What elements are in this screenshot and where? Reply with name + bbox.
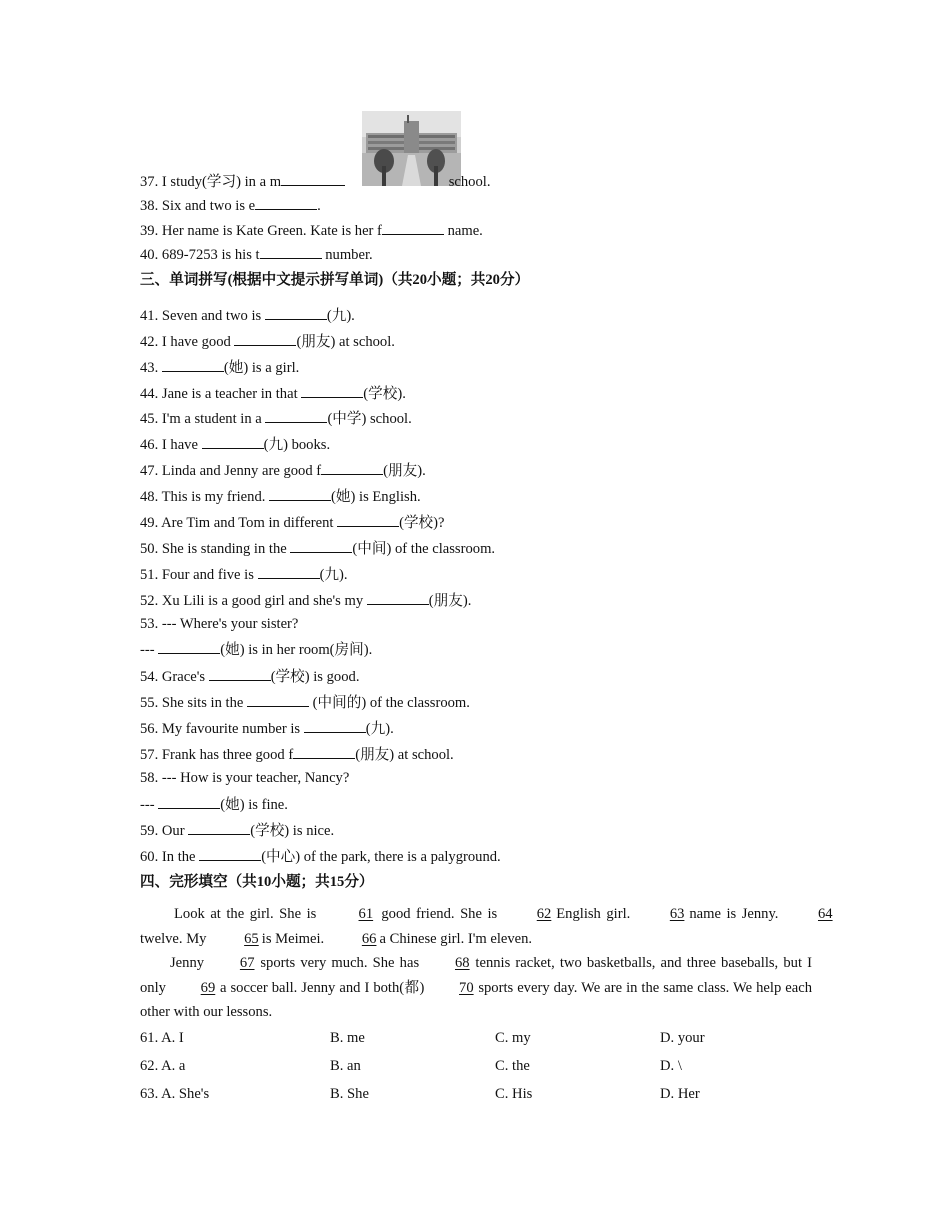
option-61-d[interactable]: D. your (660, 1030, 705, 1046)
section-3-question (140, 564, 348, 584)
option-61-b[interactable]: B. me (330, 1030, 365, 1046)
passage-text: good friend. She is (375, 906, 503, 922)
section-3-question (140, 383, 406, 403)
gap-64[interactable]: 64 (817, 906, 833, 922)
option-62-b[interactable]: B. an (330, 1058, 361, 1074)
question-text-end: (她) is fine. (220, 797, 288, 813)
gap-65[interactable]: 65 (244, 930, 259, 947)
section-3-question (140, 744, 454, 764)
passage-text: name is Jenny. (683, 906, 784, 922)
question-text-end: (中间的) of the classroom. (309, 695, 470, 711)
passage-text: tennis racket, two basketballs, and three baseballs, but I only (140, 955, 812, 996)
question-text-end: (学校). (363, 386, 406, 402)
question-text: 58. --- How is your teacher, Nancy? (140, 770, 350, 786)
gap-61[interactable]: 61 (358, 906, 374, 922)
question-text: 54. Grace's (140, 669, 209, 685)
answer-blank[interactable] (260, 244, 322, 259)
option-63-d[interactable]: D. Her (660, 1086, 700, 1102)
section-3-question (140, 408, 412, 428)
section-3-question (140, 820, 334, 840)
answer-blank[interactable] (162, 357, 224, 372)
answer-blank[interactable] (304, 718, 366, 733)
answer-blank[interactable] (234, 331, 296, 346)
question-text-end: (学校) is good. (270, 669, 360, 685)
cloze-paragraph-2 (140, 951, 812, 1025)
section-3-question (140, 590, 471, 610)
answer-blank[interactable] (337, 512, 399, 527)
gap-67[interactable]: 67 (239, 955, 255, 971)
answer-blank[interactable] (247, 692, 309, 707)
question-text-end: school. (445, 174, 491, 190)
section-3-question (140, 357, 299, 377)
question-text-end: . (317, 198, 321, 214)
passage-text: sports every day. We are in the same class. We help each other with our lessons. (140, 979, 812, 1020)
answer-blank[interactable] (290, 538, 352, 553)
answer-blank[interactable] (202, 434, 264, 449)
question-39 (140, 220, 483, 240)
section-3-question (140, 639, 372, 659)
passage-text: twelve. My (140, 930, 211, 947)
option-63-b[interactable]: B. She (330, 1086, 369, 1102)
option-61-a[interactable]: 61. A. I (140, 1030, 184, 1046)
question-text: 59. Our (140, 823, 189, 839)
answer-blank[interactable] (382, 220, 444, 235)
question-text-end: (她) is a girl. (223, 360, 300, 376)
question-text: 44. Jane is a teacher in that (140, 386, 302, 402)
question-text-end: (九) books. (263, 437, 331, 453)
question-text-end: (朋友) at school. (355, 747, 454, 763)
question-text-end: (她) is English. (331, 489, 421, 505)
question-text: 41. Seven and two is (140, 308, 265, 324)
question-40 (140, 244, 373, 264)
answer-blank[interactable] (281, 171, 345, 186)
answer-blank[interactable] (199, 846, 261, 861)
question-text: 55. She sits in the (140, 695, 248, 711)
question-text-end: (中心) of the park, there is a palyground. (261, 849, 501, 865)
question-text: --- (140, 797, 159, 813)
answer-blank[interactable] (269, 486, 331, 501)
option-63-a[interactable]: 63. A. She's (140, 1086, 210, 1102)
question-text: 60. In the (140, 849, 200, 865)
question-text: 49. Are Tim and Tom in different (140, 515, 338, 531)
question-text-end: (九). (326, 308, 355, 324)
answer-blank[interactable] (209, 666, 271, 681)
section-3-question (140, 486, 421, 506)
answer-blank[interactable] (367, 590, 429, 605)
section-3-question (140, 794, 288, 814)
option-62-a[interactable]: 62. A. a (140, 1058, 186, 1074)
gap-66[interactable]: 66 (361, 930, 377, 947)
question-text: 57. Frank has three good f (140, 747, 294, 763)
question-text-end: (朋友) at school. (296, 334, 395, 350)
question-text: 45. I'm a student in a (140, 411, 266, 427)
question-text: 37. I study(学习) in a m (140, 174, 282, 190)
section-3-question (140, 512, 444, 532)
section-3-question (140, 666, 359, 686)
answer-blank[interactable] (321, 460, 383, 475)
answer-blank[interactable] (258, 564, 320, 579)
question-text-end: (中学) school. (327, 411, 412, 427)
answer-blank[interactable] (293, 744, 355, 759)
question-text: 53. --- Where's your sister? (140, 616, 299, 632)
section-3-question (140, 769, 349, 787)
question-text: 39. Her name is Kate Green. Kate is her f (140, 223, 382, 239)
question-37 (140, 171, 490, 191)
answer-blank[interactable] (265, 408, 327, 423)
question-text: 50. She is standing in the (140, 541, 291, 557)
answer-blank[interactable] (158, 794, 220, 809)
section-3-question (140, 615, 298, 633)
question-text-end: (九). (319, 567, 348, 583)
answer-blank[interactable] (158, 639, 220, 654)
passage-text: a soccer ball. Jenny and I both(都) (215, 979, 429, 996)
question-text-end: (中间) of the classroom. (352, 541, 496, 557)
passage-text: Look at the girl. She is (174, 906, 322, 922)
question-text-end: (学校)? (399, 515, 445, 531)
option-61-c[interactable]: C. my (495, 1030, 531, 1046)
question-text: --- (140, 642, 159, 658)
question-38 (140, 195, 321, 215)
gap-68[interactable]: 68 (454, 955, 470, 971)
gap-62[interactable]: 62 (536, 906, 552, 922)
section-3-question (140, 331, 395, 351)
section-3-heading: 三、单词拼写(根据中文提示拼写单词)（共20小题；共20分） (140, 272, 530, 288)
question-text-end: (朋友). (428, 593, 472, 609)
question-text-end: (学校) is nice. (250, 823, 335, 839)
option-63-c[interactable]: C. His (495, 1086, 533, 1102)
question-text: 42. I have good (140, 334, 235, 350)
question-text-end: (九). (365, 721, 394, 737)
answer-blank[interactable] (301, 383, 363, 398)
question-text: 38. Six and two is e (140, 198, 256, 214)
gap-63[interactable]: 63 (669, 906, 685, 922)
question-text: 40. 689-7253 is his t (140, 247, 260, 263)
question-text-end: (她) is in her room(房间). (220, 642, 373, 658)
question-text: 56. My favourite number is (140, 721, 304, 737)
passage-text: Jenny (170, 955, 210, 971)
section-3-question (140, 846, 501, 866)
question-text-end: name. (443, 223, 483, 239)
passage-text: a Chinese girl. I'm eleven. (375, 930, 533, 947)
answer-blank[interactable] (188, 820, 250, 835)
section-3-question (140, 460, 426, 480)
section-3-question (140, 538, 495, 558)
answer-blank[interactable] (265, 305, 327, 320)
question-text: 51. Four and five is (140, 567, 258, 583)
section-4-heading: 四、完形填空（共10小题；共15分） (140, 874, 374, 890)
question-text: 52. Xu Lili is a good girl and she's my (140, 593, 367, 609)
question-text: 43. (140, 360, 162, 376)
section-3-question (140, 718, 394, 738)
section-3-question (140, 692, 470, 712)
section-3-question (140, 434, 330, 454)
cloze-paragraph-1 (140, 902, 833, 951)
section-3-question (140, 305, 355, 325)
gap-70[interactable]: 70 (459, 979, 474, 996)
question-text-end: (朋友). (383, 463, 426, 479)
question-text: 48. This is my friend. (140, 489, 270, 505)
option-62-c[interactable]: C. the (495, 1058, 530, 1074)
option-62-d[interactable]: D. \ (660, 1058, 682, 1074)
passage-text: sports very much. She has (255, 955, 425, 971)
passage-text: is Meimei. (258, 930, 328, 947)
gap-69[interactable]: 69 (200, 979, 216, 996)
question-text-end: number. (321, 247, 373, 263)
passage-text: English girl. (550, 906, 636, 922)
question-text: 47. Linda and Jenny are good f (140, 463, 322, 479)
answer-blank[interactable] (255, 195, 317, 210)
question-text: 46. I have (140, 437, 202, 453)
